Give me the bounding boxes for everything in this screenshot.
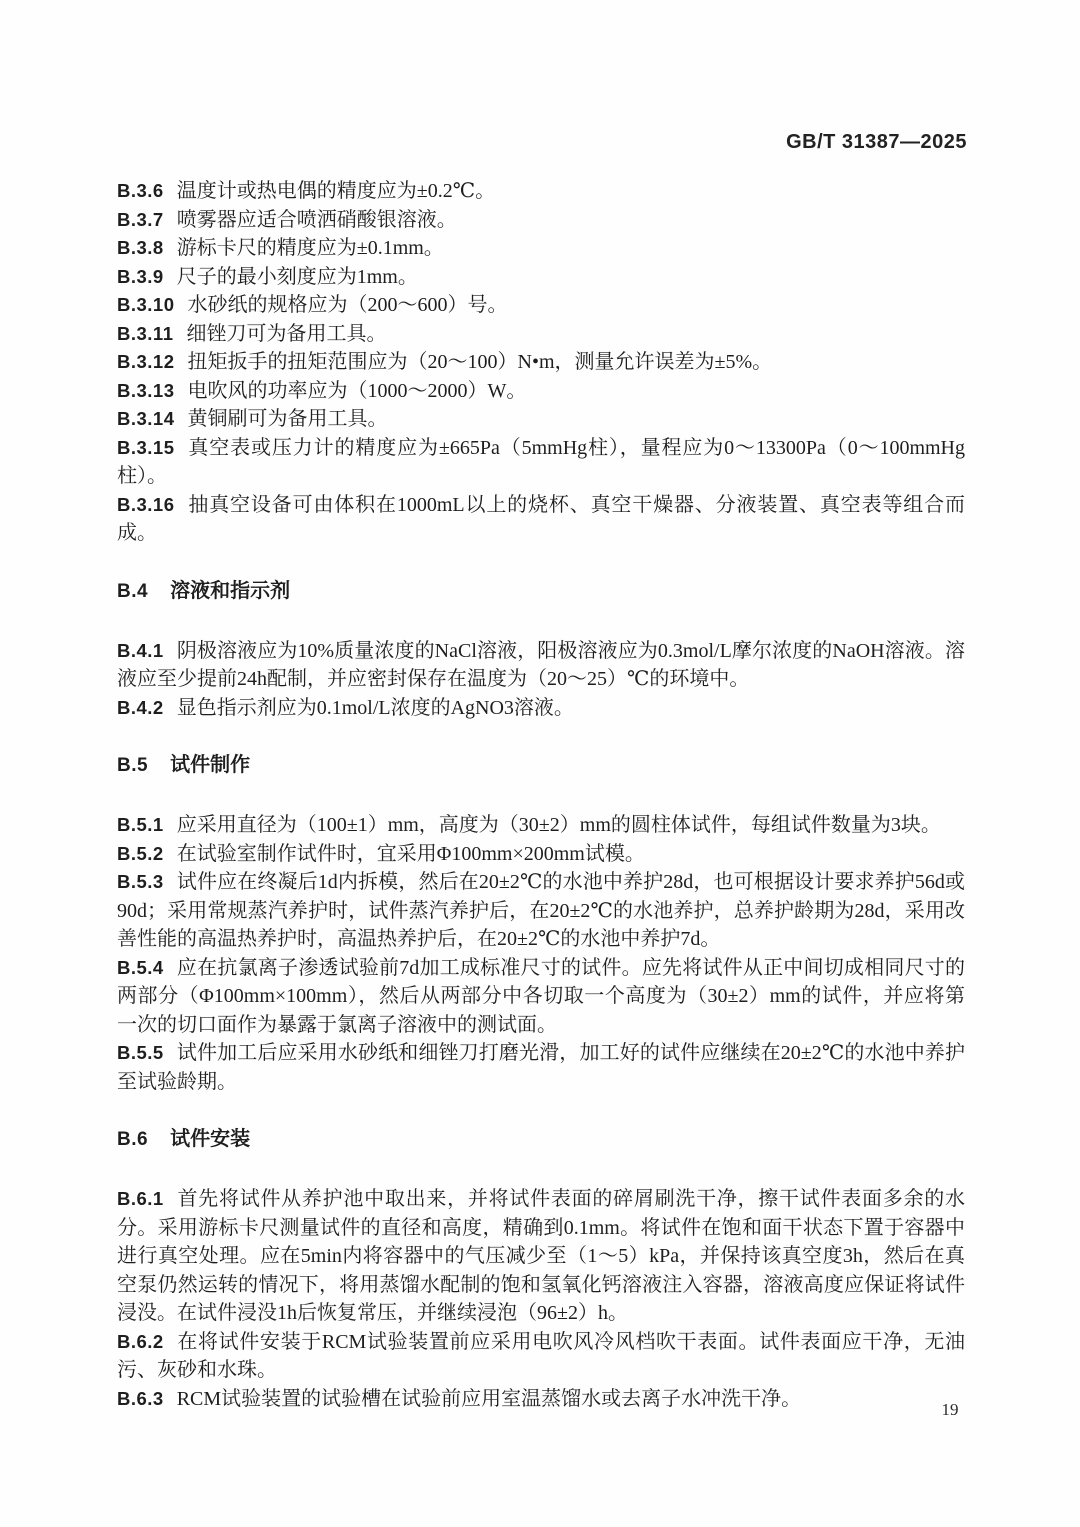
- clause-paragraph: [117, 405, 965, 434]
- clause-paragraph: [117, 694, 965, 723]
- clause-paragraph: [117, 1185, 965, 1328]
- clause-text: 应采用直径为（100±1）mm，高度为（30±2）mm的圆柱体试件，每组试件数量为3块。: [176, 814, 941, 836]
- clause-text: 显色指示剂应为0.1mol/L浓度的AgNO3溶液。: [176, 696, 574, 719]
- clause-number: B.3.16: [117, 493, 175, 515]
- clause-text: 扭矩扳手的扭矩范围应为（20～100）N•m，测量允许误差为±5%。: [187, 351, 773, 373]
- clause-text: 应在抗氯离子渗透试验前7d加工成标准尺寸的试件。应先将试件从正中间切成相同尺寸的两部分（Φ100mm×100mm），然后从两部分中各切取一个高度为（30±2）mm的试件，并应将第一次的切口面作为暴露于氯离子溶液中的测试面。: [117, 956, 965, 1036]
- clause-number: B.3.14: [117, 408, 175, 429]
- clause-number: B.3.7: [117, 208, 164, 230]
- clause-paragraph: [117, 491, 965, 548]
- clause-number: B.6.2: [117, 1330, 164, 1352]
- clause-number: B.5.1: [117, 814, 164, 835]
- clause-text: 黄铜刷可为备用工具。: [187, 408, 388, 430]
- clause-paragraph: [117, 1328, 965, 1385]
- clause-text: 温度计或热电偶的精度应为±0.2℃。: [176, 180, 496, 202]
- clause-number: B.3.9: [117, 265, 164, 287]
- clause-text: 阴极溶液应为10%质量浓度的NaCl溶液，阳极溶液应为0.3mol/L摩尔浓度的NaOH溶液。溶液应至少提前24h配制，并应密封保存在温度为（20～25）℃的环境中。: [117, 639, 965, 690]
- clause-paragraph: [117, 954, 965, 1040]
- clause-paragraph: [117, 377, 965, 406]
- clause-paragraph: [117, 840, 965, 869]
- clause-number: B.3.11: [117, 322, 174, 344]
- clause-paragraph: [117, 811, 965, 840]
- clause-text: 试件加工后应采用水砂纸和细锉刀打磨光滑，加工好的试件应继续在20±2℃的水池中养护至试验龄期。: [117, 1042, 965, 1093]
- clause-text: 水砂纸的规格应为（200～600）号。: [187, 294, 508, 316]
- clause-number: B.5.2: [117, 842, 164, 864]
- clause-number: B.3.13: [117, 379, 175, 401]
- clause-text: 试件应在终凝后1d内拆模，然后在20±2℃的水池中养护28d，也可根据设计要求养护56d或90d；采用常规蒸汽养护时，试件蒸汽养护后，在20±2℃的水池养护，总养护龄期为28d，采用改善性能的高温热养护时，高温热养护后，在20±2℃的水池中养护7d。: [117, 871, 965, 950]
- clause-text: 游标卡尺的精度应为±0.1mm。: [176, 237, 444, 259]
- clause-text: RCM试验装置的试验槽在试验前应用室温蒸馏水或去离子水冲洗干净。: [176, 1387, 802, 1410]
- clause-number: B.6.3: [117, 1387, 164, 1409]
- clause-paragraph: [117, 320, 965, 349]
- clause-paragraph: [117, 177, 965, 206]
- clause-number: B.5.4: [117, 956, 164, 978]
- section-number: B.5: [117, 755, 149, 776]
- clause-paragraph: [117, 1039, 965, 1096]
- clause-number: B.4.1: [117, 639, 164, 661]
- clause-text: 在试验室制作试件时，宜采用Φ100mm×200mm试模。: [176, 842, 645, 865]
- clause-paragraph: [117, 263, 965, 292]
- clause-paragraph: [117, 637, 965, 694]
- section-title: 试件制作: [170, 754, 251, 776]
- clause-number: B.3.8: [117, 237, 164, 258]
- clause-text: 细锉刀可为备用工具。: [186, 322, 387, 345]
- clause-number: B.3.15: [117, 436, 175, 458]
- clause-paragraph: [117, 291, 965, 320]
- standard-code-header: GB/T 31387—2025: [786, 131, 967, 153]
- section-heading: [117, 1124, 965, 1155]
- clause-paragraph: [117, 1385, 965, 1414]
- clause-paragraph: [117, 434, 965, 491]
- clause-number: B.6.1: [117, 1188, 164, 1209]
- page-number: 19: [941, 1400, 959, 1419]
- section-number: B.6: [117, 1129, 149, 1150]
- clause-number: B.5.5: [117, 1042, 164, 1063]
- clause-text: 真空表或压力计的精度应为±665Pa（5mmHg柱），量程应为0～13300Pa（0～100mmHg柱）。: [117, 436, 965, 487]
- clause-number: B.5.3: [117, 871, 164, 892]
- section-title: 溶液和指示剂: [170, 579, 291, 602]
- section-title: 试件安装: [170, 1128, 251, 1150]
- clause-paragraph: [117, 206, 965, 235]
- clause-paragraph: [117, 348, 965, 377]
- clause-text: 尺子的最小刻度应为1mm。: [176, 265, 418, 288]
- section-number: B.4: [117, 580, 149, 602]
- clause-text: 抽真空设备可由体积在1000mL以上的烧杯、真空干燥器、分液装置、真空表等组合而成。: [117, 493, 965, 544]
- clause-paragraph: [117, 234, 965, 263]
- clause-text: 电吹风的功率应为（1000～2000）W。: [187, 379, 527, 402]
- clause-number: B.3.10: [117, 294, 175, 315]
- clause-text: 首先将试件从养护池中取出来，并将试件表面的碎屑刷洗干净，擦干试件表面多余的水分。采用游标卡尺测量试件的直径和高度，精确到0.1mm。将试件在饱和面干状态下置于容器中进行真空处理。应在5min内将容器中的气压减少至（1～5）kPa，并保持该真空度3h，然后在真空泵仍然运转的情况下，将用蒸馏水配制的饱和氢氧化钙溶液注入容器，溶液高度应保证将试件浸没。在试件浸没1h后恢复常压，并继续浸泡（96±2）h。: [117, 1188, 965, 1324]
- clause-text: 在将试件安装于RCM试验装置前应采用电吹风冷风档吹干表面。试件表面应干净，无油污、灰砂和水珠。: [117, 1330, 965, 1381]
- document-content: [117, 177, 965, 1413]
- section-heading: [117, 576, 965, 607]
- clause-number: B.3.6: [117, 180, 164, 201]
- clause-text: 喷雾器应适合喷洒硝酸银溶液。: [176, 208, 457, 231]
- clause-number: B.3.12: [117, 351, 175, 372]
- clause-number: B.4.2: [117, 696, 164, 718]
- section-heading: [117, 750, 965, 781]
- clause-paragraph: [117, 868, 965, 954]
